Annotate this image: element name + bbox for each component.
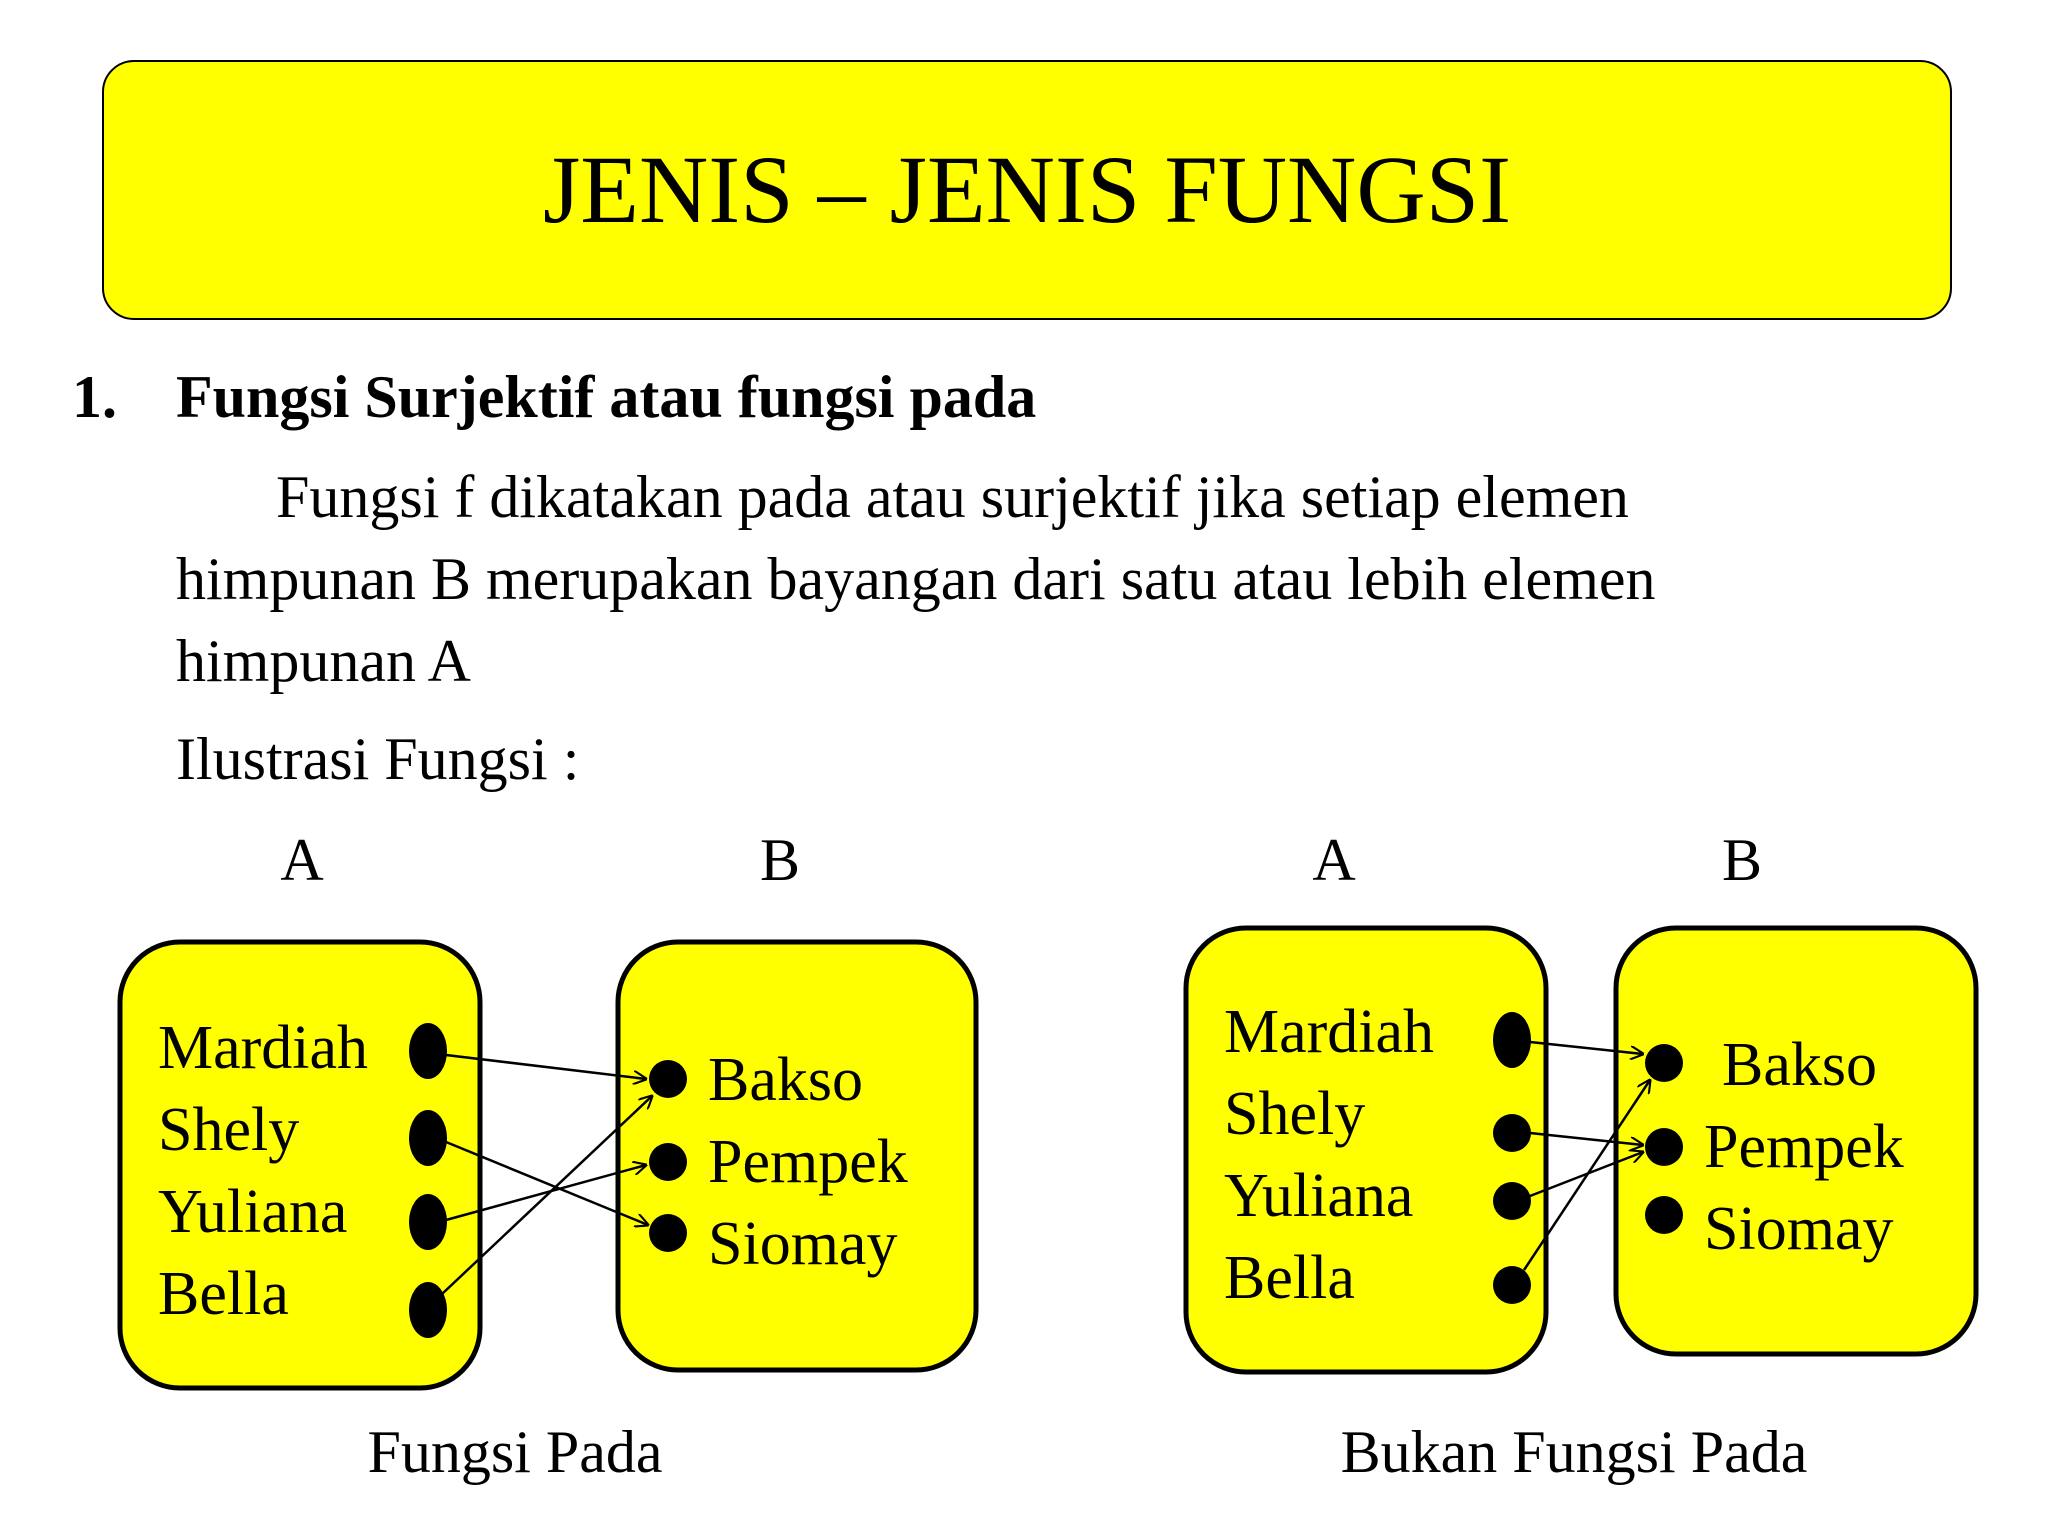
set-a-label: A: [1312, 827, 1356, 893]
paragraph-line: Fungsi f dikatakan pada atau surjektif jika setiap elemen: [276, 464, 1629, 530]
domain-element: Yuliana: [158, 1178, 348, 1246]
domain-point: [409, 1110, 447, 1166]
codomain-point: [649, 1143, 687, 1181]
codomain-point: [1645, 1196, 1683, 1234]
domain-point: [1493, 1182, 1531, 1220]
set-b-label: B: [1721, 827, 1763, 893]
domain-element: Bella: [158, 1260, 289, 1328]
codomain-element: Pempek: [1704, 1113, 1904, 1181]
domain-point: [1493, 1114, 1531, 1152]
codomain-element: Pempek: [708, 1128, 908, 1196]
domain-element: Mardiah: [158, 1014, 369, 1082]
domain-point: [409, 1023, 447, 1079]
diagram-caption: Fungsi Pada: [367, 1419, 663, 1485]
codomain-element: Bakso: [1722, 1031, 1877, 1099]
domain-point: [1493, 1266, 1531, 1304]
codomain-element: Siomay: [1704, 1195, 1894, 1263]
domain-element: Yuliana: [1224, 1162, 1414, 1230]
domain-element: Mardiah: [1224, 998, 1435, 1066]
codomain-element: Bakso: [708, 1046, 863, 1114]
domain-element: Bella: [1224, 1244, 1355, 1312]
diagram-caption: Bukan Fungsi Pada: [1340, 1419, 1808, 1485]
codomain-point: [1645, 1044, 1683, 1082]
section-title: Fungsi Surjektif atau fungsi pada: [176, 364, 1037, 430]
domain-point: [1493, 1012, 1531, 1068]
codomain-point: [649, 1060, 687, 1098]
set-b-label: B: [759, 827, 801, 893]
diagram-not-surjective: [1186, 827, 1976, 1485]
codomain-point: [649, 1214, 687, 1252]
page-title: JENIS – JENIS FUNGSI: [542, 136, 1512, 243]
domain-point: [409, 1282, 447, 1338]
domain-point: [409, 1194, 447, 1250]
codomain-point: [1645, 1128, 1683, 1166]
diagram-surjective: [120, 827, 976, 1485]
set-a-label: A: [280, 827, 324, 893]
paragraph-line: himpunan A: [176, 628, 471, 694]
illustration-label: Ilustrasi Fungsi :: [176, 726, 580, 792]
domain-element: Shely: [158, 1096, 300, 1164]
section-number: 1.: [72, 364, 117, 430]
paragraph-line: himpunan B merupakan bayangan dari satu atau lebih elemen: [176, 546, 1656, 612]
domain-element: Shely: [1224, 1080, 1366, 1148]
codomain-element: Siomay: [708, 1210, 898, 1278]
